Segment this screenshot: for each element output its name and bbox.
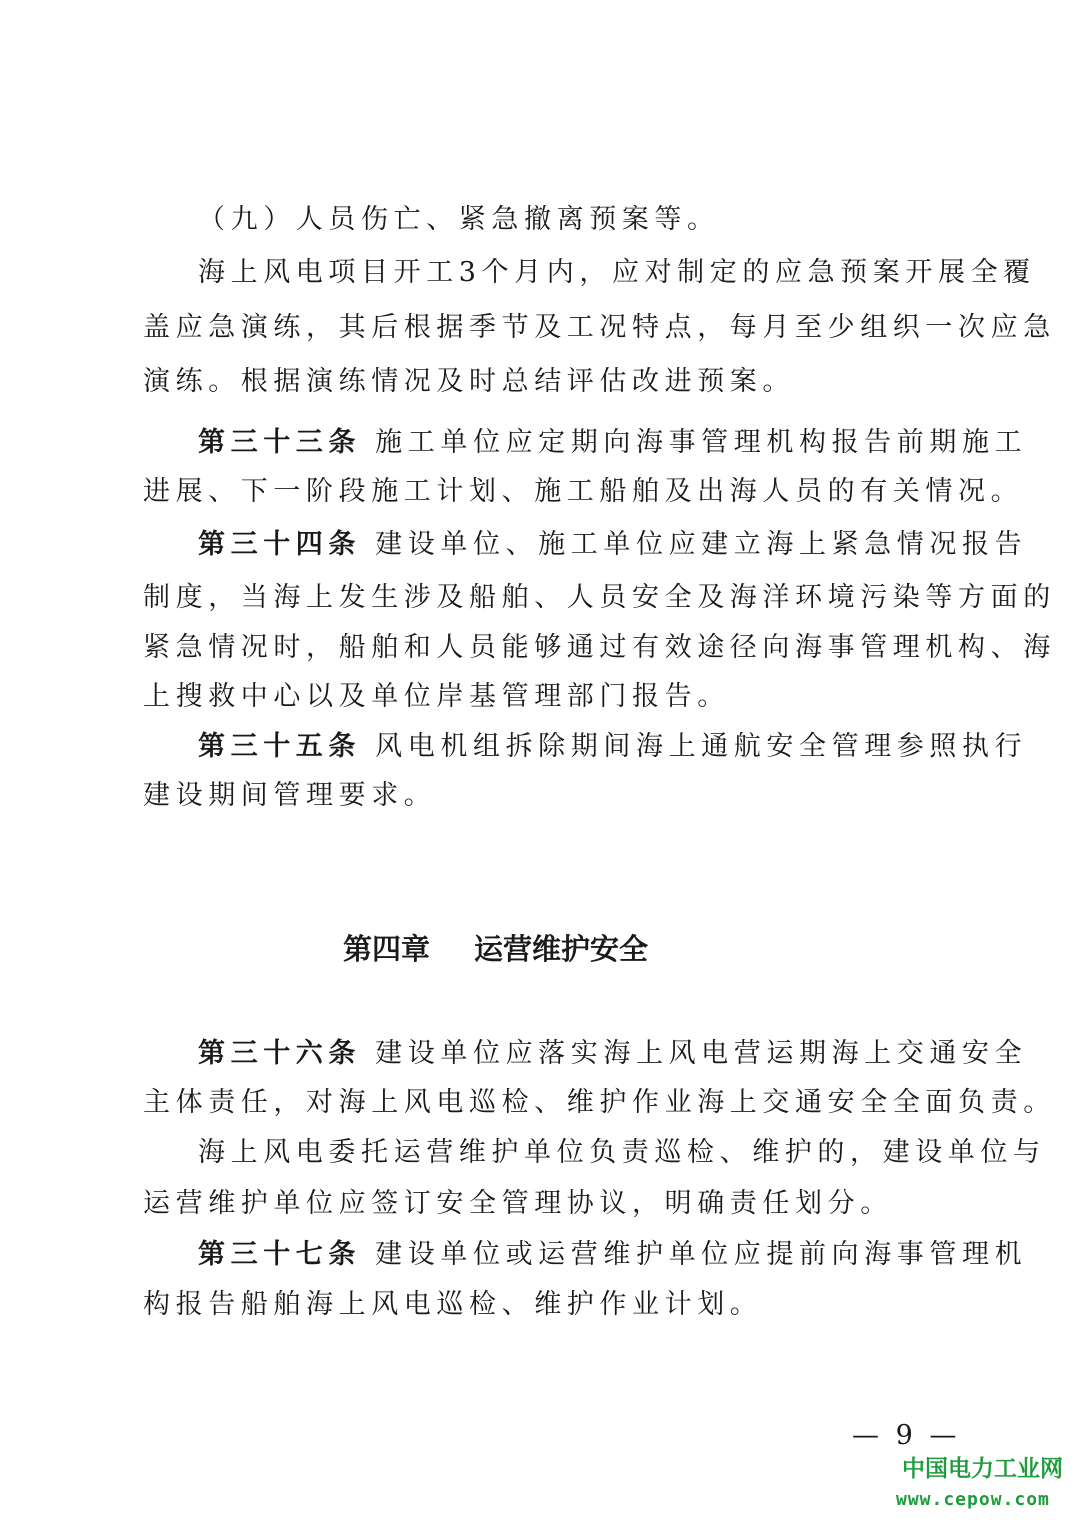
line-text: （九）人员伤亡、紧急撤离预案等。: [198, 204, 720, 235]
paragraph-line: [143, 1285, 943, 1325]
article-number: 第三十四条: [198, 529, 361, 560]
line-text: 上搜救中心以及单位岸基管理部门报告。: [143, 681, 730, 712]
line-text: 运营维护单位应签订安全管理协议，明确责任划分。: [143, 1188, 893, 1219]
paragraph-line: [198, 423, 1028, 463]
watermark-title: 中国电力工业网: [902, 1456, 1063, 1482]
paragraph-line: [143, 628, 1056, 668]
article-number: 第三十三条: [198, 427, 361, 458]
line-text: 建设单位或运营维护单位应提前向海事管理机: [361, 1239, 1028, 1270]
paragraph-line: [198, 253, 1036, 293]
line-text: 建设期间管理要求。: [143, 780, 437, 811]
line-text: 建设单位应落实海上风电营运期海上交通安全: [361, 1038, 1028, 1069]
line-text: 施工单位应定期向海事管理机构报告前期施工: [361, 427, 1028, 458]
line-text: 海上风电委托运营维护单位负责巡检、维护的，建设单位与: [198, 1137, 1046, 1168]
paragraph-line: [143, 472, 1024, 512]
line-text: 盖应急演练，其后根据季节及工况特点，每月至少组织一次应急: [143, 312, 1056, 343]
line-text: 海上风电项目开工3个月内，应对制定的应急预案开展全覆: [198, 257, 1036, 288]
chapter-title: 运营维护安全: [474, 932, 649, 966]
paragraph-line: [143, 1083, 1056, 1123]
article-number: 第三十五条: [198, 731, 361, 762]
line-text: 构报告船舶海上风电巡检、维护作业计划。: [143, 1289, 763, 1320]
paragraph-line: [143, 578, 1056, 618]
watermark-url: www.cepow.com: [896, 1489, 1050, 1510]
line-text: 制度，当海上发生涉及船舶、人员安全及海洋环境污染等方面的: [143, 582, 1056, 613]
paragraph-line: [198, 1133, 1046, 1173]
paragraph-line: [143, 677, 943, 717]
paragraph-line: [198, 1034, 1028, 1074]
line-text: 风电机组拆除期间海上通航安全管理参照执行: [361, 731, 1028, 762]
line-text: 主体责任，对海上风电巡检、维护作业海上交通安全全面负责。: [143, 1087, 1056, 1118]
line-text: 紧急情况时，船舶和人员能够通过有效途径向海事管理机构、海: [143, 632, 1056, 663]
paragraph-line: [198, 525, 1028, 565]
line-text: 建设单位、施工单位应建立海上紧急情况报告: [361, 529, 1028, 560]
chapter-number: 第四章: [343, 932, 431, 966]
paragraph-line: [198, 727, 1028, 767]
paragraph-line: [143, 362, 943, 402]
chapter-heading: [343, 928, 648, 970]
paragraph-line: [198, 200, 998, 240]
line-text: 进展、下一阶段施工计划、施工船舶及出海人员的有关情况。: [143, 476, 1024, 507]
article-number: 第三十七条: [198, 1239, 361, 1270]
paragraph-line: [143, 776, 943, 816]
article-number: 第三十六条: [198, 1038, 361, 1069]
paragraph-line: [198, 1235, 1028, 1275]
paragraph-line: [143, 1184, 943, 1224]
paragraph-line: [143, 308, 1056, 348]
page-number: — 9 —: [852, 1420, 961, 1451]
line-text: 演练。根据演练情况及时总结评估改进预案。: [143, 366, 795, 397]
